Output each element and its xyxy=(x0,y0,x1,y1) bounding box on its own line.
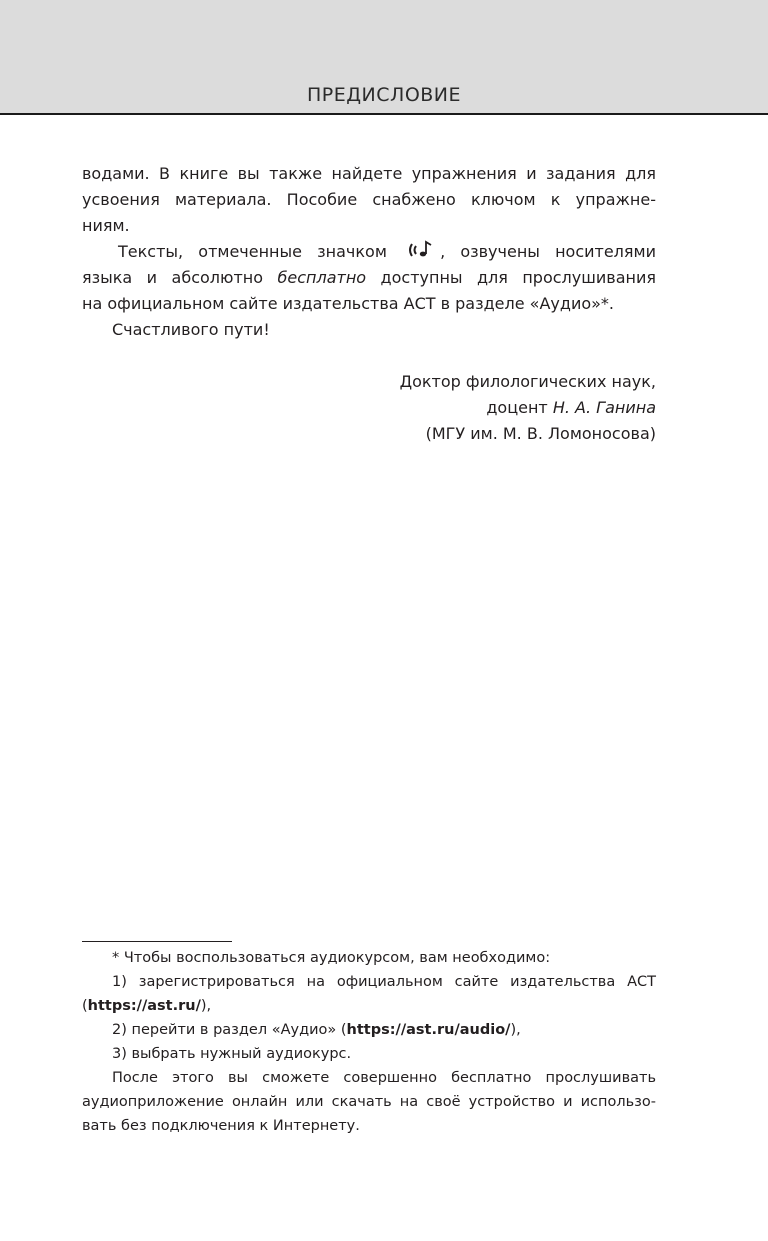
header-divider xyxy=(0,113,768,115)
footnote-line xyxy=(112,1018,656,1042)
footnote-text: ( xyxy=(82,998,88,1014)
footnote-divider xyxy=(82,941,232,942)
footnote-line: 1) зарегистрироваться на официальном сайте издательства АСТ xyxy=(112,974,656,990)
body-line xyxy=(118,239,656,265)
body-line xyxy=(82,265,656,291)
emphasis-text: бесплатно xyxy=(277,268,367,287)
footnote-text: ), xyxy=(200,998,212,1014)
footnote-line: 3) выбрать нужный аудиокурс. xyxy=(112,1046,352,1062)
body-text: языка и абсолютно xyxy=(82,268,264,287)
footnote-line: аудиоприложение онлайн или скачать на своё устройство и использо- xyxy=(82,1094,656,1110)
footnote-line xyxy=(82,994,656,1018)
footnote-line: * Чтобы воспользоваться аудиокурсом, вам необходимо: xyxy=(112,950,551,966)
body-text: Тексты, отмеченные значком xyxy=(118,242,387,261)
footnote-link[interactable]: https://ast.ru/ xyxy=(87,998,201,1014)
body-line: Счастливого пути! xyxy=(112,320,270,339)
body-line: усвоения материала. Пособие снабжено ключом к упражне- xyxy=(82,190,656,209)
footnote-link[interactable]: https://ast.ru/audio/ xyxy=(346,1022,511,1038)
body-text: , озвучены носителями xyxy=(440,242,656,261)
footnote-line: После этого вы сможете совершенно бесплатно прослушивать xyxy=(112,1070,656,1086)
body-text: доступны для прослушивания xyxy=(380,268,657,287)
body-line: водами. В книге вы также найдете упражнения и задания для xyxy=(82,164,656,183)
signature-line: (МГУ им. М. В. Ломоносова) xyxy=(425,424,656,443)
signature-line: Доктор филологических наук, xyxy=(399,372,656,391)
body-line: ниям. xyxy=(82,216,130,235)
footnote-text: ), xyxy=(510,1022,521,1038)
footnote-text: 2) перейти в раздел «Аудио» ( xyxy=(112,1022,347,1038)
signature-line xyxy=(82,395,656,421)
audio-note-icon xyxy=(406,240,436,260)
body-line: на официальном сайте издательства АСТ в разделе «Аудио»*. xyxy=(82,294,615,313)
page-title: ПРЕДИСЛОВИЕ xyxy=(306,84,462,106)
signature-text: доцент xyxy=(486,398,548,417)
footnote-line: вать без подключения к Интернету. xyxy=(82,1118,360,1134)
author-name: Н. А. Ганина xyxy=(552,398,656,417)
